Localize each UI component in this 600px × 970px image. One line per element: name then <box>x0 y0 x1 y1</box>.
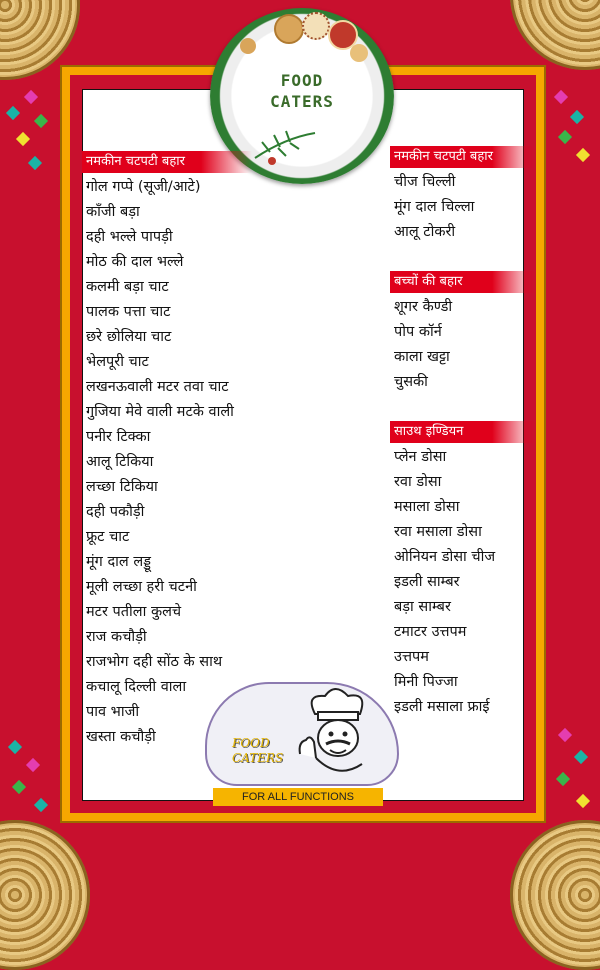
menu-item: मूंग दाल लड्डू <box>86 554 152 570</box>
cookie-icon <box>240 38 256 54</box>
menu-item: इडली साम्बर <box>394 574 460 590</box>
right-menu-list <box>394 295 452 395</box>
menu-item: दही भल्ले पापड़ी <box>86 229 173 245</box>
tagline-banner: FOR ALL FUNCTIONS <box>213 788 383 806</box>
menu-item: कचालू दिल्ली वाला <box>86 679 187 695</box>
confetti-decoration <box>554 90 568 104</box>
menu-item: राज कचौड़ी <box>86 629 147 645</box>
section-heading: नमकीन चटपटी बहार <box>82 151 252 173</box>
confetti-decoration <box>16 132 30 146</box>
menu-item: रवा डोसा <box>394 474 442 490</box>
section-heading: साउथ इण्डियन <box>390 421 536 443</box>
menu-item: पाव भाजी <box>86 704 140 720</box>
menu-item: भेलपूरी चाट <box>86 354 149 370</box>
section-heading: बच्चों की बहार <box>390 271 536 293</box>
logo-line-1: FOOD <box>280 71 324 90</box>
cookie-icon <box>274 14 304 44</box>
menu-item: चीज चिल्ली <box>394 174 456 190</box>
confetti-decoration <box>558 728 572 742</box>
menu-item: राजभोग दही सोंठ के साथ <box>86 654 223 670</box>
confetti-decoration <box>576 148 590 162</box>
menu-item: पोप कॉर्न <box>394 324 442 340</box>
menu-item: खस्ता कचौड़ी <box>86 729 156 745</box>
menu-item: गोल गप्पे (सूजी/आटे) <box>86 179 201 195</box>
menu-item: पालक पत्ता चाट <box>86 304 171 320</box>
chef-badge-logo <box>232 736 283 766</box>
plate-logo-title <box>210 70 394 112</box>
menu-item: छरे छोलिया चाट <box>86 329 172 345</box>
menu-item: बड़ा साम्बर <box>394 599 451 615</box>
cookie-icon <box>302 12 330 40</box>
confetti-decoration <box>34 798 48 812</box>
menu-item: फ्रूट चाट <box>86 529 130 545</box>
menu-item: लच्छा टिकिया <box>86 479 158 495</box>
confetti-decoration <box>34 114 48 128</box>
confetti-decoration <box>556 772 570 786</box>
menu-item: ओनियन डोसा चीज <box>394 549 496 565</box>
confetti-decoration <box>576 794 590 808</box>
menu-item: कलमी बड़ा चाट <box>86 279 169 295</box>
menu-item: लखनऊवाली मटर तवा चाट <box>86 379 229 395</box>
cookie-icon <box>350 44 368 62</box>
section-heading: नमकीन चटपटी बहार <box>390 146 536 168</box>
menu-item: इडली मसाला फ्राई <box>394 699 490 715</box>
confetti-decoration <box>6 106 20 120</box>
menu-item: गुजिया मेवे वाली मटके वाली <box>86 404 234 420</box>
menu-item: दही पकौड़ी <box>86 504 145 520</box>
left-menu-list <box>86 175 234 750</box>
right-menu-list <box>394 170 474 245</box>
basket-decoration <box>510 820 600 970</box>
logo-line-2: CATERS <box>270 92 334 111</box>
menu-item: काला खट्टा <box>394 349 450 365</box>
confetti-decoration <box>26 758 40 772</box>
confetti-decoration <box>28 156 42 170</box>
chef-icon <box>290 684 380 784</box>
confetti-decoration <box>24 90 38 104</box>
menu-item: रवा मसाला डोसा <box>394 524 482 540</box>
confetti-decoration <box>574 750 588 764</box>
confetti-decoration <box>8 740 22 754</box>
menu-item: काँजी बड़ा <box>86 204 140 220</box>
menu-item: पनीर टिक्का <box>86 429 151 445</box>
menu-item: मोठ की दाल भल्ले <box>86 254 184 270</box>
menu-item: शूगर कैण्डी <box>394 299 453 315</box>
confetti-decoration <box>570 110 584 124</box>
basket-decoration <box>0 820 90 970</box>
confetti-decoration <box>12 780 26 794</box>
menu-item: टमाटर उत्तपम <box>394 624 467 640</box>
chef-logo-line-2: CATERS <box>232 751 284 765</box>
menu-item: उत्तपम <box>394 649 429 665</box>
menu-item: चुसकी <box>394 374 428 390</box>
right-menu-list <box>394 445 495 720</box>
menu-item: प्लेन डोसा <box>394 449 447 465</box>
confetti-decoration <box>558 130 572 144</box>
menu-item: मटर पतीला कुलचे <box>86 604 182 620</box>
menu-item: आलू टिकिया <box>86 454 154 470</box>
leaf-sprig-icon <box>250 128 320 168</box>
menu-item: मूंग दाल चिल्ला <box>394 199 475 215</box>
menu-item: मसाला डोसा <box>394 499 460 515</box>
menu-item: मिनी पिज्जा <box>394 674 458 690</box>
menu-item: आलू टोकरी <box>394 224 456 240</box>
menu-item: मूली लच्छा हरी चटनी <box>86 579 197 595</box>
basket-decoration <box>510 0 600 70</box>
chef-logo-line-1: FOOD <box>232 736 270 750</box>
